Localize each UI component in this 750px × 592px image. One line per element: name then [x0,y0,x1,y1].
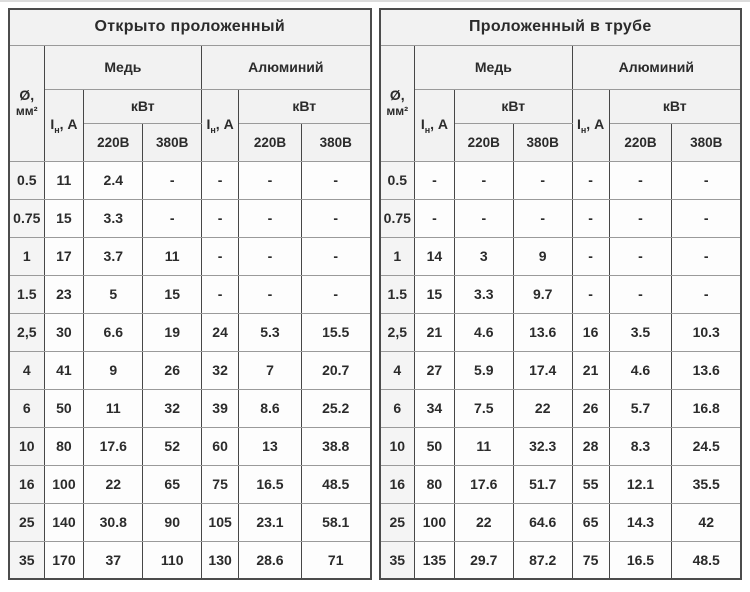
value-cell: 24 [202,313,239,351]
value-cell: - [672,161,741,199]
copper-current-header: $I_н$, А [44,89,84,161]
value-cell: 64.6 [513,503,572,541]
table-body [9,161,371,579]
value-cell: 17 [44,237,84,275]
row-size-cell: 10 [380,427,415,465]
value-cell: 21 [415,313,455,351]
table-row [380,541,742,579]
copper-380v-header: 380В [143,123,202,161]
value-cell: 15 [415,275,455,313]
value-cell: - [415,161,455,199]
table-row [9,465,371,503]
value-cell: 5.7 [609,389,672,427]
row-size-cell: 10 [9,427,44,465]
value-cell: 3.7 [84,237,143,275]
value-cell: 13.6 [672,351,741,389]
value-cell: 11 [454,427,513,465]
table-row [9,427,371,465]
table-row [9,275,371,313]
row-size-cell: 4 [380,351,415,389]
value-cell: - [513,161,572,199]
size-unit: мм² [386,104,409,119]
value-cell: - [609,237,672,275]
row-size-cell: 6 [380,389,415,427]
row-size-cell: 16 [9,465,44,503]
value-cell: 3.3 [454,275,513,313]
row-size-cell: 1.5 [9,275,44,313]
value-cell: - [202,237,239,275]
aluminum-current-header: $I_н$, А [572,89,609,161]
value-cell: - [202,275,239,313]
value-cell: - [239,199,302,237]
cable-table-open-laid [8,8,372,580]
value-cell: 15.5 [301,313,370,351]
value-cell: 80 [415,465,455,503]
row-size-cell: 1 [9,237,44,275]
value-cell: 140 [44,503,84,541]
value-cell: 9 [513,237,572,275]
value-cell: 13.6 [513,313,572,351]
table-title: Проложенный в трубе [380,9,742,45]
value-cell: 48.5 [301,465,370,503]
value-cell: 14 [415,237,455,275]
value-cell: - [239,161,302,199]
value-cell: - [202,161,239,199]
value-cell: 16 [572,313,609,351]
value-cell: - [301,161,370,199]
value-cell: 25.2 [301,389,370,427]
value-cell: 8.3 [609,427,672,465]
value-cell: 5 [84,275,143,313]
value-cell: 100 [415,503,455,541]
value-cell: - [301,275,370,313]
table-header [380,9,742,161]
value-cell: 6.6 [84,313,143,351]
value-cell: 15 [44,199,84,237]
value-cell: 16.8 [672,389,741,427]
value-cell: 26 [143,351,202,389]
value-cell: 15 [143,275,202,313]
value-cell: 5.3 [239,313,302,351]
value-cell: 22 [454,503,513,541]
value-cell: 35.5 [672,465,741,503]
value-cell: - [572,199,609,237]
value-cell: 28 [572,427,609,465]
aluminum-kw-header: кВт [609,89,741,123]
value-cell: 32 [143,389,202,427]
value-cell: - [609,161,672,199]
value-cell: - [202,199,239,237]
table-row [380,389,742,427]
value-cell: - [572,275,609,313]
value-cell: 75 [572,541,609,579]
value-cell: 80 [44,427,84,465]
value-cell: 16.5 [609,541,672,579]
copper-220v-header: 220В [84,123,143,161]
value-cell: 16.5 [239,465,302,503]
value-cell: 65 [572,503,609,541]
value-cell: 7.5 [454,389,513,427]
value-cell: 13 [239,427,302,465]
value-cell: - [143,199,202,237]
value-cell: - [672,275,741,313]
value-cell: 3.3 [84,199,143,237]
aluminum-current-header: $I_н$, А [202,89,239,161]
value-cell: - [239,237,302,275]
value-cell: 9.7 [513,275,572,313]
value-cell: 130 [202,541,239,579]
value-cell: - [572,237,609,275]
row-size-cell: 1.5 [380,275,415,313]
size-column-header [380,45,415,161]
table-row [380,503,742,541]
value-cell: 170 [44,541,84,579]
row-size-cell: 0.5 [380,161,415,199]
copper-kw-header: кВт [84,89,202,123]
value-cell: 19 [143,313,202,351]
row-size-cell: 0.75 [9,199,44,237]
table-row [380,465,742,503]
value-cell: 5.9 [454,351,513,389]
value-cell: 58.1 [301,503,370,541]
table-row [380,351,742,389]
aluminum-group-header: Алюминий [572,45,741,89]
value-cell: 41 [44,351,84,389]
table-row [380,237,742,275]
row-size-cell: 16 [380,465,415,503]
value-cell: - [572,161,609,199]
table-row [380,161,742,199]
copper-group-header: Медь [44,45,202,89]
value-cell: 11 [84,389,143,427]
value-cell: 21 [572,351,609,389]
value-cell: 10.3 [672,313,741,351]
copper-kw-header: кВт [454,89,572,123]
copper-380v-header: 380В [513,123,572,161]
size-column-header [9,45,44,161]
value-cell: 4.6 [454,313,513,351]
value-cell: 8.6 [239,389,302,427]
value-cell: 4.6 [609,351,672,389]
value-cell: 27 [415,351,455,389]
aluminum-group-header: Алюминий [202,45,371,89]
copper-group-header: Медь [415,45,573,89]
value-cell: 23.1 [239,503,302,541]
row-size-cell: 35 [380,541,415,579]
value-cell: 55 [572,465,609,503]
value-cell: 2.4 [84,161,143,199]
row-size-cell: 1 [380,237,415,275]
table-row [9,503,371,541]
value-cell: 110 [143,541,202,579]
value-cell: - [301,237,370,275]
value-cell: 87.2 [513,541,572,579]
copper-220v-header: 220В [454,123,513,161]
value-cell: 34 [415,389,455,427]
row-size-cell: 0.5 [9,161,44,199]
table-row [9,199,371,237]
value-cell: - [672,237,741,275]
value-cell: 50 [44,389,84,427]
value-cell: 37 [84,541,143,579]
value-cell: 32.3 [513,427,572,465]
table-row [9,313,371,351]
value-cell: 29.7 [454,541,513,579]
value-cell: 38.8 [301,427,370,465]
value-cell: 42 [672,503,741,541]
table-header [9,9,371,161]
value-cell: 17.6 [454,465,513,503]
value-cell: - [609,199,672,237]
value-cell: 39 [202,389,239,427]
value-cell: - [143,161,202,199]
aluminum-380v-header: 380В [301,123,370,161]
value-cell: 14.3 [609,503,672,541]
table-title: Открыто проложенный [9,9,371,45]
value-cell: 20.7 [301,351,370,389]
row-size-cell: 2,5 [9,313,44,351]
value-cell: 90 [143,503,202,541]
value-cell: 3.5 [609,313,672,351]
value-cell: - [239,275,302,313]
value-cell: 22 [513,389,572,427]
row-size-cell: 25 [9,503,44,541]
value-cell: - [609,275,672,313]
aluminum-kw-header: кВт [239,89,371,123]
value-cell: 71 [301,541,370,579]
value-cell: 28.6 [239,541,302,579]
row-size-cell: 6 [9,389,44,427]
value-cell: 50 [415,427,455,465]
aluminum-220v-header: 220В [239,123,302,161]
table-row [9,161,371,199]
row-size-cell: 25 [380,503,415,541]
value-cell: 24.5 [672,427,741,465]
value-cell: 52 [143,427,202,465]
value-cell: 48.5 [672,541,741,579]
row-size-cell: 2,5 [380,313,415,351]
size-symbol: Ø, [19,87,35,104]
value-cell: - [672,199,741,237]
table-row [9,237,371,275]
aluminum-220v-header: 220В [609,123,672,161]
value-cell: - [415,199,455,237]
value-cell: 7 [239,351,302,389]
copper-current-header: $I_н$, А [415,89,455,161]
table-row [380,199,742,237]
value-cell: 32 [202,351,239,389]
table-row [9,351,371,389]
value-cell: 22 [84,465,143,503]
value-cell: 3 [454,237,513,275]
row-size-cell: 0.75 [380,199,415,237]
value-cell: 17.6 [84,427,143,465]
value-cell: 12.1 [609,465,672,503]
value-cell: 30.8 [84,503,143,541]
aluminum-380v-header: 380В [672,123,741,161]
value-cell: 60 [202,427,239,465]
value-cell: 135 [415,541,455,579]
row-size-cell: 4 [9,351,44,389]
size-unit: мм² [15,104,38,119]
value-cell: 105 [202,503,239,541]
value-cell: - [513,199,572,237]
table-body [380,161,742,579]
value-cell: 26 [572,389,609,427]
size-symbol: Ø, [389,87,405,104]
value-cell: - [454,199,513,237]
table-row [380,275,742,313]
table-row [9,541,371,579]
value-cell: 11 [143,237,202,275]
value-cell: 75 [202,465,239,503]
value-cell: - [301,199,370,237]
table-row [380,427,742,465]
value-cell: 30 [44,313,84,351]
top-divider [0,0,750,2]
value-cell: 17.4 [513,351,572,389]
value-cell: 100 [44,465,84,503]
value-cell: - [454,161,513,199]
value-cell: 51.7 [513,465,572,503]
table-row [380,313,742,351]
value-cell: 23 [44,275,84,313]
value-cell: 11 [44,161,84,199]
value-cell: 9 [84,351,143,389]
table-row [9,389,371,427]
cable-table-in-pipe [379,8,743,580]
value-cell: 65 [143,465,202,503]
row-size-cell: 35 [9,541,44,579]
